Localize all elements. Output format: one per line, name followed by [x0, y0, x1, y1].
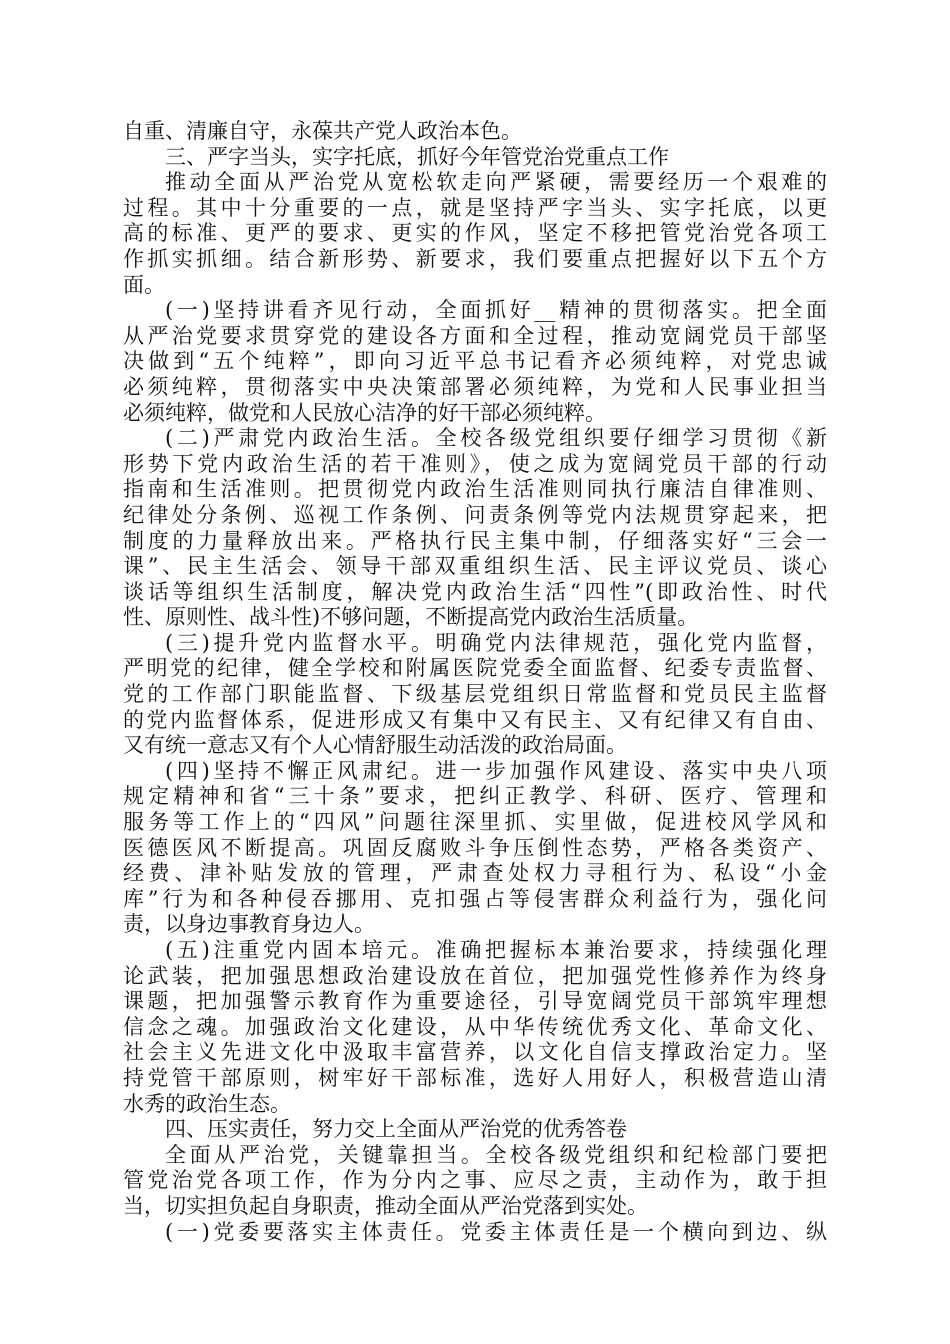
text-line: 论武装，把加强思想政治建设放在首位，把加强党性修养作为终身 [123, 963, 827, 988]
text-line: 推动全面从严治党从宽松软走向严紧硬，需要经历一个艰难的 [165, 170, 827, 195]
text-line: 医德医风不断提高。巩固反腐败斗争压倒性态势，严格各类资产、 [123, 835, 827, 860]
text-line: 决做到“五个纯粹”，即向习近平总书记看齐必须纯粹，对党忠诚 [123, 349, 827, 374]
text-line: 社会主义先进文化中汲取丰富营养，以文化自信支撑政治定力。坚 [123, 1040, 827, 1065]
text-line: (四)坚持不懈正风肃纪。进一步加强作风建设、落实中央八项 [165, 758, 827, 783]
text-line: 水秀的政治生态。 [123, 1091, 291, 1116]
text-line: 谈话等组织生活制度，解决党内政治生活“四性”(即政治性、时代 [123, 579, 827, 604]
text-line: 党的工作部门职能监督、下级基层党组织日常监督和党员民主监督 [123, 682, 827, 707]
text-line: 课”、民主生活会、领导干部双重组织生活、民主评议党员、谈心 [123, 554, 827, 579]
text-line: 信念之魂。加强政治文化建设，从中华传统优秀文化、革命文化、 [123, 1014, 827, 1039]
text-line: 纪律处分条例、巡视工作条例、问责条例等党内法规贯穿起来，把 [123, 502, 827, 527]
text-line: 服务等工作上的“四风”问题往深里抓、实里做，促进校风学风和 [123, 810, 827, 835]
text-line: (一)坚持讲看齐见行动，全面抓好__精神的贯彻落实。把全面 [165, 298, 827, 323]
document-body [123, 119, 827, 1245]
text-line: 四、压实责任，努力交上全面从严治党的优秀答卷 [165, 1117, 627, 1142]
text-line: (五)注重党内固本培元。准确把握标本兼治要求，持续强化理 [165, 938, 827, 962]
text-line: 高的标准、更严的要求、更实的作风，坚定不移把管党治党各项工 [123, 221, 827, 246]
text-line: 制度的力量释放出来。严格执行民主集中制，仔细落实好“三会一 [123, 528, 827, 553]
text-line: 持党管干部原则，树牢好干部标准，选好人用好人，积极营造山清 [123, 1065, 827, 1090]
text-line: 面。 [123, 272, 165, 297]
text-line: 作抓实抓细。结合新形势、新要求，我们要重点把握好以下五个方 [123, 246, 827, 271]
text-line: 指南和生活准则。把贯彻党内政治生活准则同执行廉洁自律准则、 [123, 477, 827, 502]
text-line: 又有统一意志又有个人心情舒服生动活泼的政治局面。 [123, 733, 627, 758]
text-line: (三)提升党内监督水平。明确党内法律规范，强化党内监督， [165, 630, 827, 655]
text-line: 库”行为和各种侵吞挪用、克扣强占等侵害群众利益行为，强化问 [123, 886, 827, 911]
text-line: 性、原则性、战斗性)不够问题，不断提高党内政治生活质量。 [123, 605, 699, 630]
text-line: 严明党的纪律，健全学校和附属医院党委全面监督、纪委专责监督、 [123, 656, 827, 681]
text-line: (一)党委要落实主体责任。党委主体责任是一个横向到边、纵 [165, 1219, 827, 1244]
text-line: 的党内监督体系，促进形成又有集中又有民主、又有纪律又有自由、 [123, 707, 827, 732]
text-line: 形势下党内政治生活的若干准则》，使之成为宽阔党员干部的行动 [123, 451, 827, 476]
text-line: 规定精神和省“三十条”要求，把纠正教学、科研、医疗、管理和 [123, 784, 827, 809]
text-line: 经费、津补贴发放的管理，严肃查处权力寻租行为、私设“小金 [123, 861, 827, 886]
text-line: 三、严字当头，实字托底，抓好今年管党治党重点工作 [165, 144, 669, 169]
text-line: 从严治党要求贯穿党的建设各方面和全过程，推动宽阔党员干部坚 [123, 323, 827, 348]
text-line: 必须纯粹，做党和人民放心洁净的好干部必须纯粹。 [123, 400, 606, 425]
text-line: (二)严肃党内政治生活。全校各级党组织要仔细学习贯彻《新 [165, 426, 827, 451]
text-line: 责，以身边事教育身边人。 [123, 912, 375, 937]
text-line: 当，切实担负起自身职责，推动全面从严治党落到实处。 [123, 1193, 648, 1218]
text-line: 管党治党各项工作，作为分内之事、应尽之责，主动作为，敢于担 [123, 1168, 827, 1193]
text-line: 自重、清廉自守，永葆共产党人政治本色。 [123, 119, 522, 143]
text-line: 必须纯粹，贯彻落实中央决策部署必须纯粹，为党和人民事业担当 [123, 374, 827, 399]
text-line: 课题，把加强警示教育作为重要途径，引导宽阔党员干部筑牢理想 [123, 989, 827, 1014]
text-line: 全面从严治党，关键靠担当。全校各级党组织和纪检部门要把 [165, 1142, 827, 1167]
text-line: 过程。其中十分重要的一点，就是坚持严字当头、实字托底，以更 [123, 195, 827, 220]
